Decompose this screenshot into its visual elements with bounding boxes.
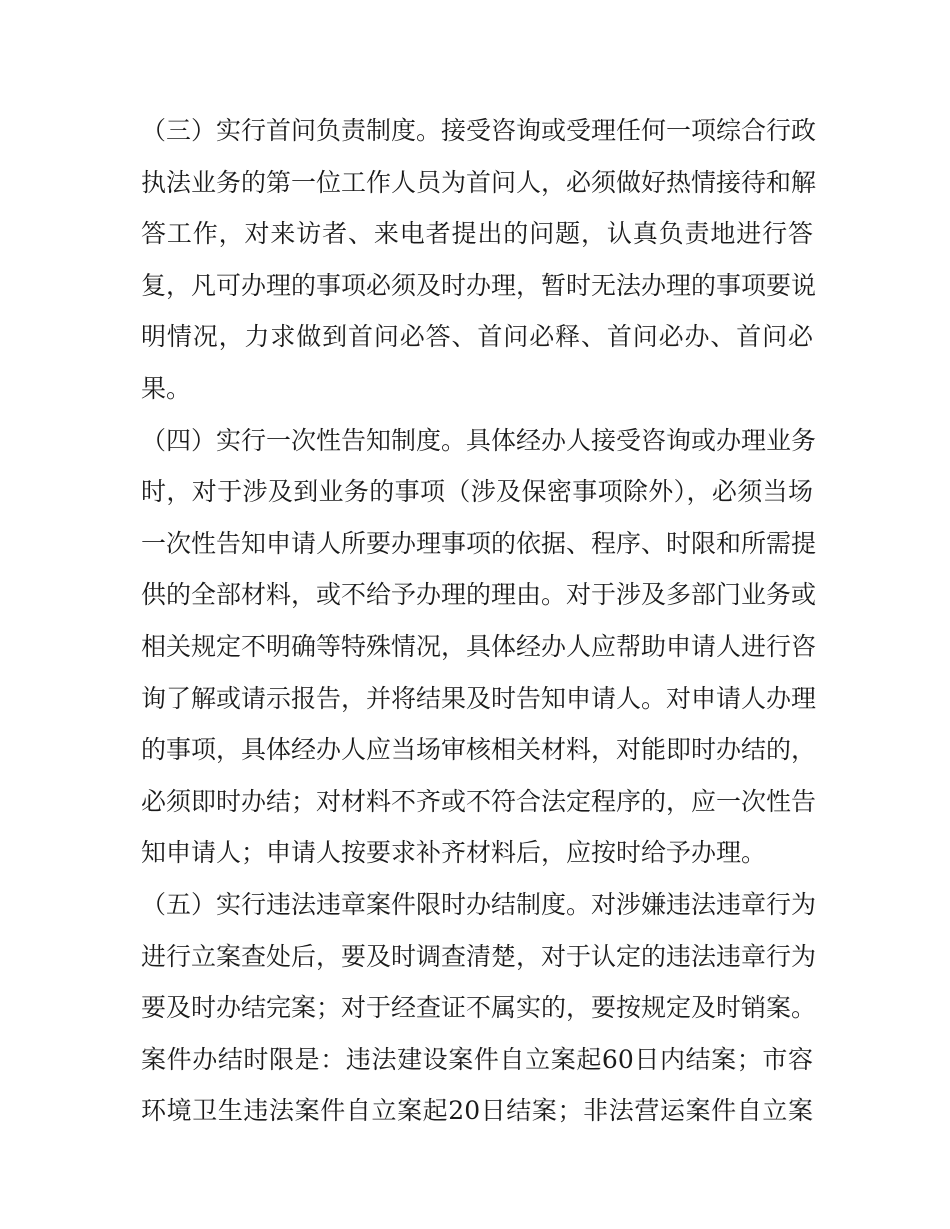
text-line: 复，凡可办理的事项必须及时办理，暂时无法办理的事项要说 [141,270,817,300]
text-line: 必须即时办结；对材料不齐或不符合法定程序的，应一次性告 [141,786,817,816]
text-line: 相关规定不明确等特殊情况，具体经办人应帮助申请人进行咨 [141,631,817,661]
paragraph-first-inquiry-responsibility [141,109,817,419]
text-line: 案件办结时限是：违法建设案件自立案起60日内结案；市容 [141,1044,813,1074]
text-line: 果。 [141,373,192,403]
document-body [141,109,817,1141]
text-line: 环境卫生违法案件自立案起20日结案；非法营运案件自立案 [141,1096,813,1126]
text-line: 执法业务的第一位工作人员为首问人，必须做好热情接待和解 [141,167,817,197]
text-line: 的事项，具体经办人应当场审核相关材料，对能即时办结的， [141,735,817,765]
text-line: 答工作，对来访者、来电者提出的问题，认真负责地进行答 [141,219,813,249]
text-line: 供的全部材料，或不给予办理的理由。对于涉及多部门业务或 [141,580,817,610]
text-line: 一次性告知申请人所要办理事项的依据、程序、时限和所需提 [141,528,817,558]
text-line: 知申请人；申请人按要求补齐材料后，应按时给予办理。 [141,838,767,868]
text-line: 时，对于涉及到业务的事项（涉及保密事项除外），必须当场 [141,477,813,507]
paragraph-case-time-limit [141,883,817,1141]
text-line: 明情况，力求做到首问必答、首问必释、首问必办、首问必 [141,322,813,352]
text-line: （三）实行首问负责制度。接受咨询或受理任何一项综合行政 [141,116,817,145]
text-line: 进行立案查处后，要及时调查清楚，对于认定的违法违章行为 [141,941,817,971]
text-line: （四）实行一次性告知制度。具体经办人接受咨询或办理业务 [141,425,817,455]
text-line: 询了解或请示报告，并将结果及时告知申请人。对申请人办理 [141,683,817,713]
text-line: 要及时办结完案；对于经查证不属实的，要按规定及时销案。 [141,993,817,1023]
text-line: （五）实行违法违章案件限时办结制度。对涉嫌违法违章行为 [141,889,817,919]
paragraph-one-time-notification [141,419,817,883]
